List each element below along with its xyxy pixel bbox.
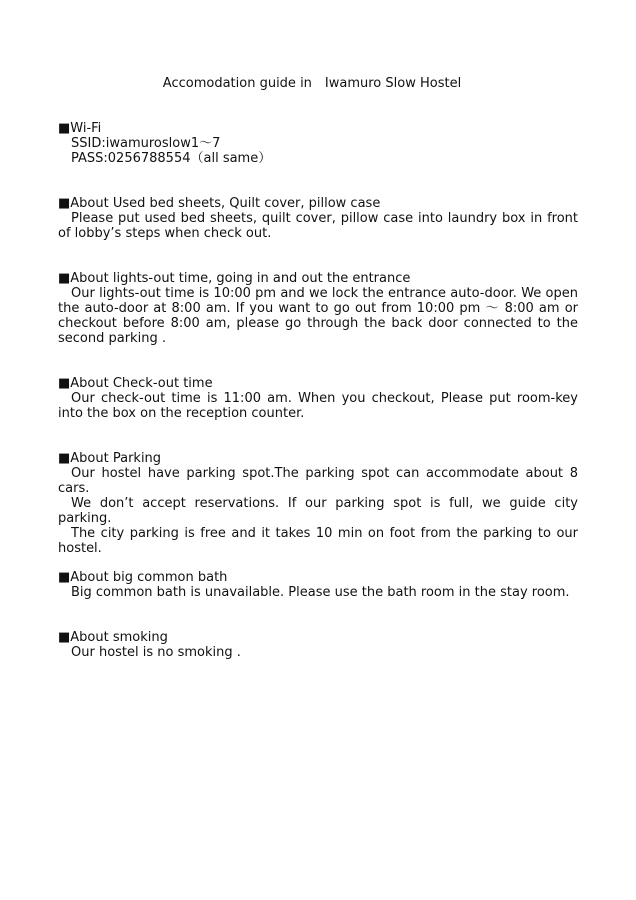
section-bed-sheets xyxy=(58,196,578,241)
section-check-out xyxy=(58,376,578,421)
section-body-parking-reservations: We don’t accept reservations. If our parking spot is full, we guide city parking. xyxy=(58,496,578,526)
section-heading-lights-out: ■About lights-out time, going in and out the entrance xyxy=(58,271,411,286)
section-common-bath xyxy=(58,570,578,600)
wifi-password: PASS:0256788554（all same） xyxy=(71,151,272,166)
section-lights-out xyxy=(58,271,578,346)
section-body-lights-out: Our lights-out time is 10:00 pm and we lock the entrance auto-door. We open the auto-door at 8:00 am. If you want to go out from 10:00 pm ～ 8:00 am or checkout before 8:00 am, please go through the back door connected to the second parking . xyxy=(58,286,578,346)
section-heading-parking: ■About Parking xyxy=(58,451,162,466)
section-heading-bed-sheets: ■About Used bed sheets, Quilt cover, pillow case xyxy=(58,196,381,211)
section-body-smoking: Our hostel is no smoking . xyxy=(71,645,241,660)
section-body-check-out: Our check-out time is 11:00 am. When you checkout, Please put room-key into the box on the reception counter. xyxy=(58,391,578,421)
section-smoking xyxy=(58,630,578,660)
section-body-common-bath: Big common bath is unavailable. Please use the bath room in the stay room. xyxy=(71,585,570,600)
section-heading-check-out: ■About Check-out time xyxy=(58,376,213,391)
section-parking xyxy=(58,451,578,556)
section-heading-smoking: ■About smoking xyxy=(58,630,168,645)
section-body-bed-sheets: Please put used bed sheets, quilt cover, pillow case into laundry box in front of lobby’s steps when check out. xyxy=(58,211,578,241)
section-heading-wifi: ■Wi-Fi xyxy=(58,121,102,136)
section-heading-common-bath: ■About big common bath xyxy=(58,570,228,585)
section-body-parking-capacity: Our hostel have parking spot.The parking spot can accommodate about 8 cars. xyxy=(58,466,578,496)
page-title: Accomodation guide in Iwamuro Slow Hostel xyxy=(162,76,462,91)
section-wifi xyxy=(58,121,578,166)
section-body-parking-city: The city parking is free and it takes 10 min on foot from the parking to our hostel. xyxy=(58,526,578,556)
wifi-ssid: SSID:iwamuroslow1～7 xyxy=(71,136,221,151)
